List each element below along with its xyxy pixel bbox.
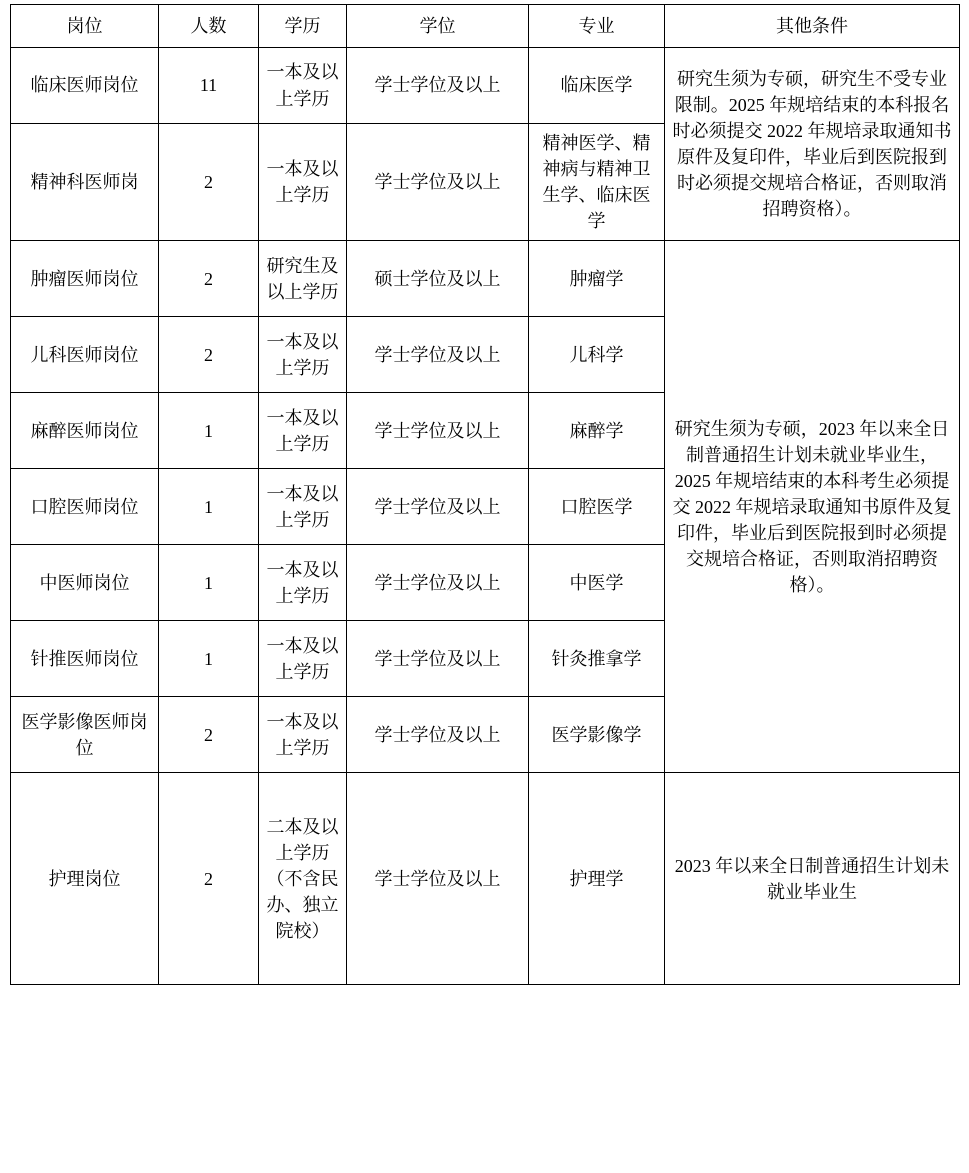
cell-count: 2 [159, 773, 259, 985]
cell-education: 研究生及以上学历 [259, 241, 347, 317]
cell-education: 一本及以上学历 [259, 317, 347, 393]
cell-major: 针灸推拿学 [529, 621, 665, 697]
cell-major: 精神医学、精神病与精神卫生学、临床医学 [529, 124, 665, 241]
cell-other-conditions: 研究生须为专硕，2023 年以来全日制普通招生计划未就业毕业生，2025 年规培结束的本科考生必须提交 2022 年规培录取通知书原件及复印件，毕业后到医院报到时必须提交规培合格证，否则取消招聘资格）。 [665, 241, 960, 773]
cell-count: 1 [159, 393, 259, 469]
cell-count: 1 [159, 545, 259, 621]
cell-degree: 学士学位及以上 [347, 697, 529, 773]
cell-degree: 学士学位及以上 [347, 48, 529, 124]
cell-post: 临床医师岗位 [11, 48, 159, 124]
cell-major: 护理学 [529, 773, 665, 985]
cell-major: 儿科学 [529, 317, 665, 393]
cell-education: 一本及以上学历 [259, 545, 347, 621]
table-header [11, 5, 960, 48]
cell-post: 麻醉医师岗位 [11, 393, 159, 469]
cell-major: 中医学 [529, 545, 665, 621]
cell-degree: 学士学位及以上 [347, 469, 529, 545]
column-header-count: 人数 [159, 5, 259, 48]
cell-post: 儿科医师岗位 [11, 317, 159, 393]
cell-degree: 学士学位及以上 [347, 317, 529, 393]
cell-major: 临床医学 [529, 48, 665, 124]
cell-education: 一本及以上学历 [259, 48, 347, 124]
table-row [11, 48, 960, 124]
table-header-row [11, 5, 960, 48]
column-header-major: 专业 [529, 5, 665, 48]
cell-count: 1 [159, 469, 259, 545]
cell-education: 一本及以上学历 [259, 124, 347, 241]
cell-count: 2 [159, 124, 259, 241]
cell-post: 肿瘤医师岗位 [11, 241, 159, 317]
cell-major: 医学影像学 [529, 697, 665, 773]
cell-count: 2 [159, 697, 259, 773]
cell-degree: 学士学位及以上 [347, 621, 529, 697]
column-header-other-conditions: 其他条件 [665, 5, 960, 48]
cell-degree: 硕士学位及以上 [347, 241, 529, 317]
table-body [11, 48, 960, 985]
cell-major: 肿瘤学 [529, 241, 665, 317]
column-header-degree: 学位 [347, 5, 529, 48]
column-header-education: 学历 [259, 5, 347, 48]
cell-post: 医学影像医师岗位 [11, 697, 159, 773]
cell-degree: 学士学位及以上 [347, 545, 529, 621]
cell-degree: 学士学位及以上 [347, 773, 529, 985]
cell-degree: 学士学位及以上 [347, 124, 529, 241]
cell-count: 2 [159, 317, 259, 393]
cell-education: 一本及以上学历 [259, 469, 347, 545]
recruitment-table [10, 4, 960, 985]
cell-post: 针推医师岗位 [11, 621, 159, 697]
cell-major: 口腔医学 [529, 469, 665, 545]
table-row [11, 241, 960, 317]
cell-count: 2 [159, 241, 259, 317]
cell-major: 麻醉学 [529, 393, 665, 469]
cell-post: 护理岗位 [11, 773, 159, 985]
cell-count: 11 [159, 48, 259, 124]
cell-education: 一本及以上学历 [259, 621, 347, 697]
cell-other-conditions: 2023 年以来全日制普通招生计划未就业毕业生 [665, 773, 960, 985]
cell-education: 一本及以上学历 [259, 697, 347, 773]
cell-other-conditions: 研究生须为专硕，研究生不受专业限制。2025 年规培结束的本科报名时必须提交 2022 年规培录取通知书原件及复印件，毕业后到医院报到时必须提交规培合格证，否则取消招聘资格）。 [665, 48, 960, 241]
cell-education: 二本及以上学历（不含民办、独立院校） [259, 773, 347, 985]
table-row [11, 773, 960, 985]
cell-post: 精神科医师岗 [11, 124, 159, 241]
cell-post: 口腔医师岗位 [11, 469, 159, 545]
cell-count: 1 [159, 621, 259, 697]
cell-degree: 学士学位及以上 [347, 393, 529, 469]
cell-education: 一本及以上学历 [259, 393, 347, 469]
cell-post: 中医师岗位 [11, 545, 159, 621]
column-header-post: 岗位 [11, 5, 159, 48]
